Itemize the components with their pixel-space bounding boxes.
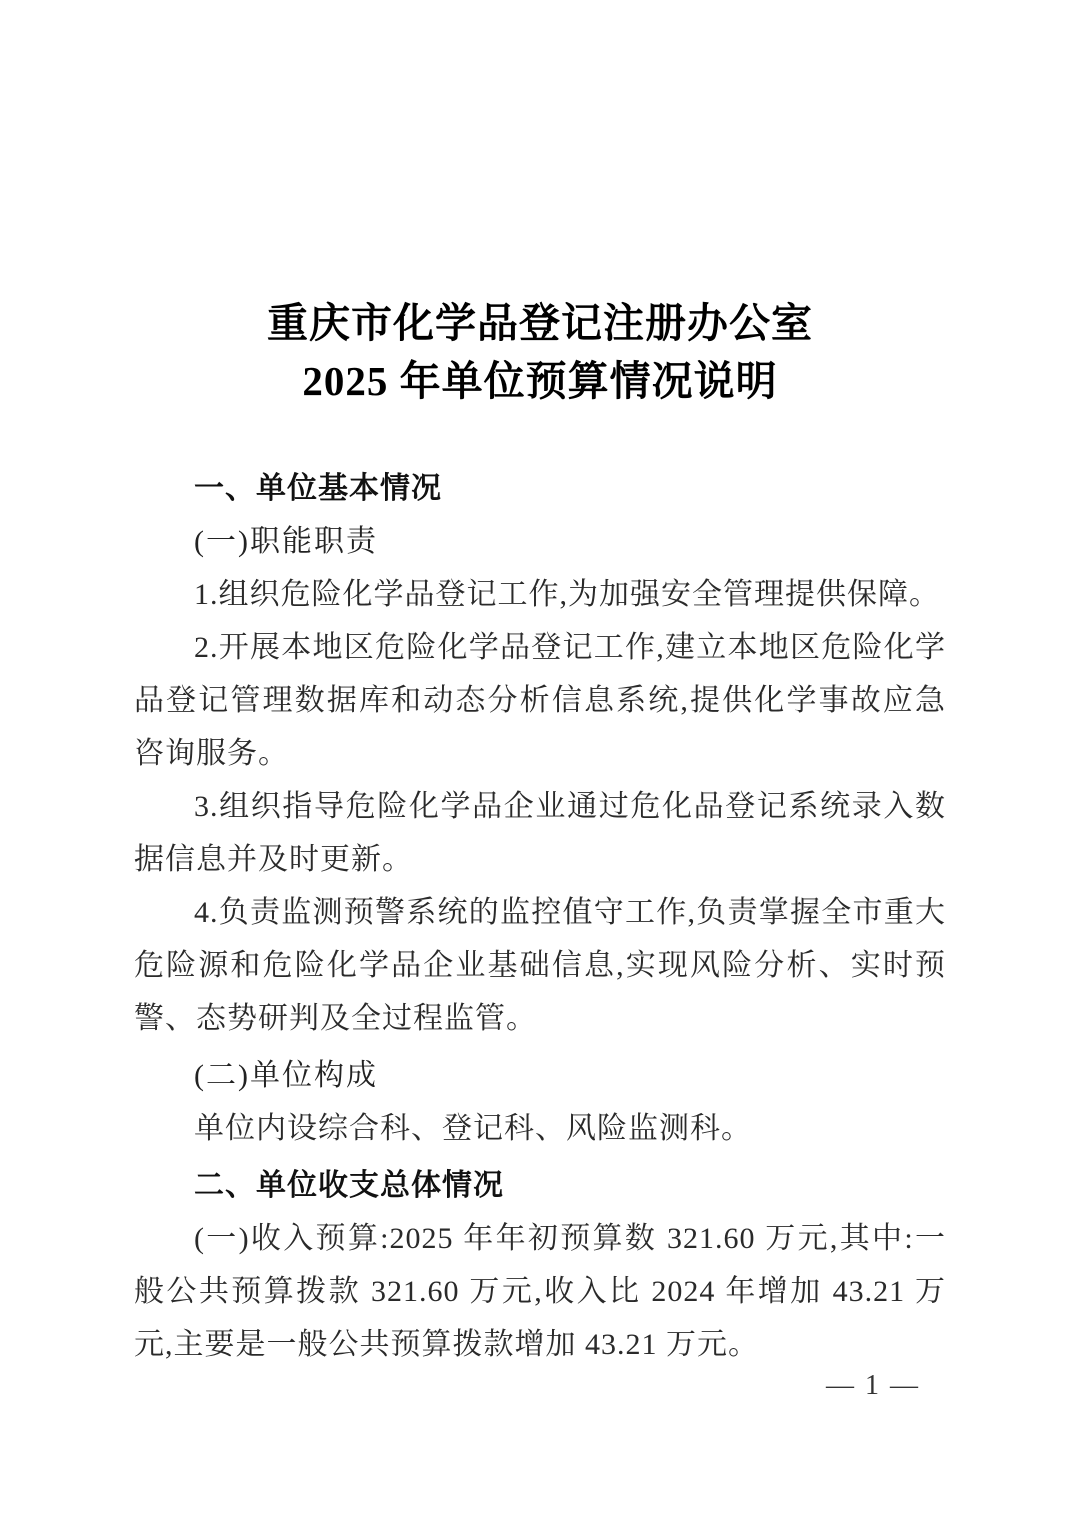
- subsection-heading: (二)单位构成: [194, 1059, 378, 1092]
- document-title: [134, 0, 946, 410]
- document-page: [134, 0, 946, 1371]
- body-paragraph: (一)收入预算:2025 年年初预算数 321.60 万元,其中:一般公共预算拨款 321.60 万元,收入比 2024 年增加 43.21 万元,主要是一般公共预算拨款增加 43.21 万元。: [134, 1222, 946, 1361]
- body-paragraph: 单位内设综合科、登记科、风险监测科。: [194, 1112, 752, 1145]
- page-number: — 1 —: [826, 1370, 920, 1401]
- document-body: [134, 462, 946, 1371]
- section-heading-2: 二、单位收支总体情况: [194, 1169, 504, 1202]
- title-line-2: 2025 年单位预算情况说明: [302, 358, 778, 404]
- body-paragraph: 3.组织指导危险化学品企业通过危化品登记系统录入数据信息并及时更新。: [134, 790, 946, 876]
- body-paragraph: 1.组织危险化学品登记工作,为加强安全管理提供保障。: [194, 578, 940, 611]
- body-paragraph: 2.开展本地区危险化学品登记工作,建立本地区危险化学品登记管理数据库和动态分析信息系统,提供化学事故应急咨询服务。: [134, 631, 946, 770]
- title-line-1: 重庆市化学品登记注册办公室: [267, 300, 813, 346]
- body-paragraph: 4.负责监测预警系统的监控值守工作,负责掌握全市重大危险源和危险化学品企业基础信息,实现风险分析、实时预警、态势研判及全过程监管。: [134, 896, 946, 1035]
- subsection-heading: (一)职能职责: [194, 525, 378, 558]
- section-heading-1: 一、单位基本情况: [194, 472, 442, 505]
